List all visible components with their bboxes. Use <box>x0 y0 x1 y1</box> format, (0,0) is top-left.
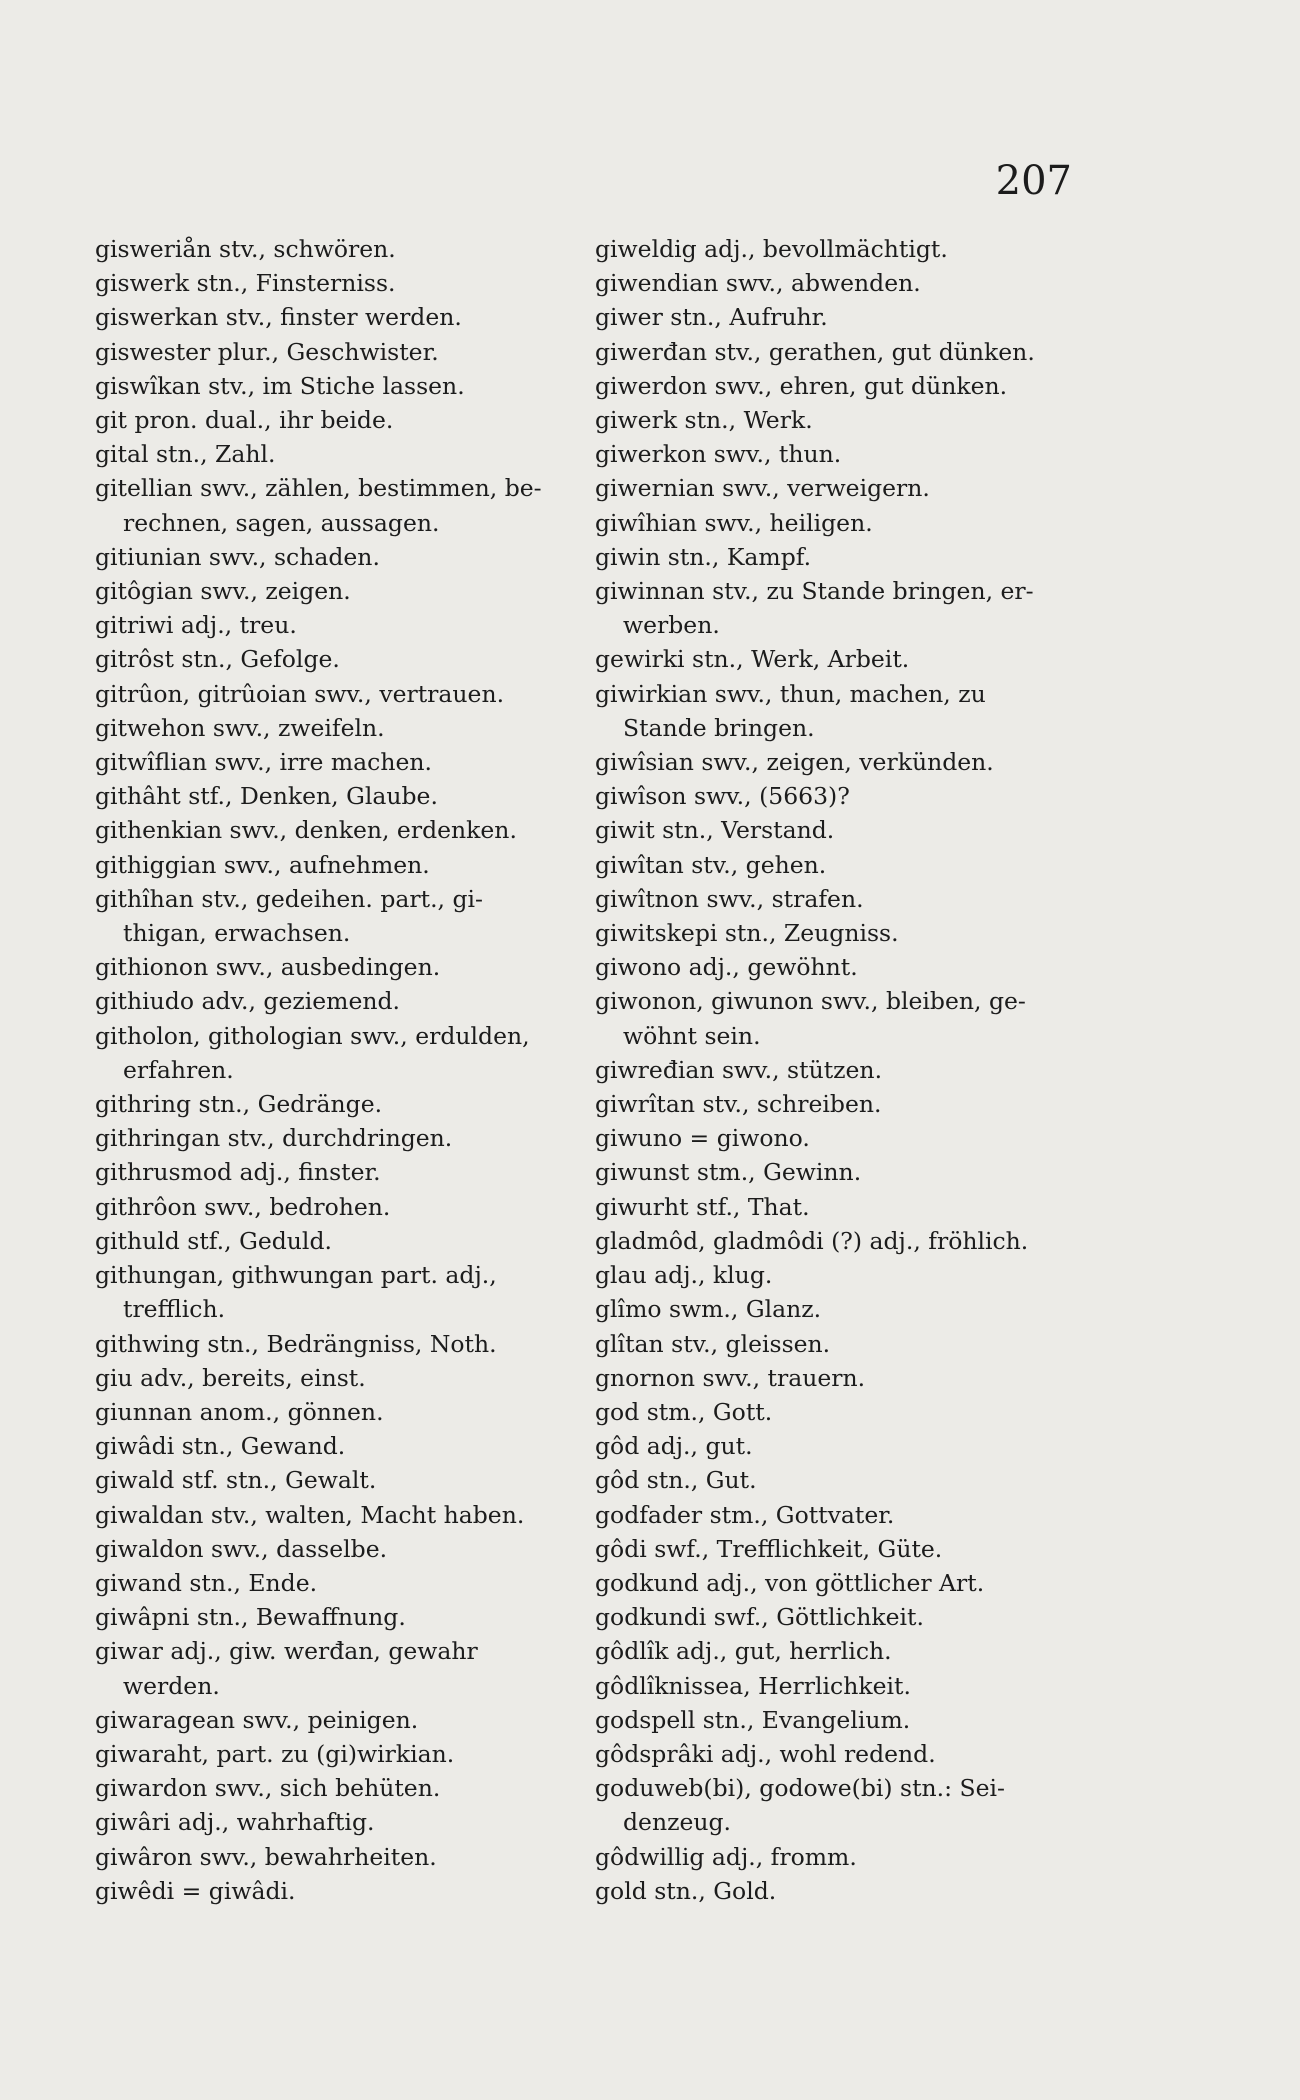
entry-line: gladmôd, gladmôdi (?) adj., fröhlich. <box>595 1226 1029 1255</box>
entry-line: gewirki stn., Werk, Arbeit. <box>595 645 910 674</box>
entry-line: giswîkan stv., im Stiche lassen. <box>95 371 465 400</box>
entry-continuation: erfahren. <box>123 1055 234 1084</box>
entry-line: giwerđan stv., gerathen, gut dünken. <box>595 337 1035 366</box>
entry-line: giwand stn., Ende. <box>95 1568 318 1597</box>
entry-continuation: thigan, erwachsen. <box>123 919 351 948</box>
entry-line: githrôon swv., bedrohen. <box>95 1192 391 1221</box>
entry-line: giwendian swv., abwenden. <box>595 269 921 298</box>
entry-line: giwaldan stv., walten, Macht haben. <box>95 1500 525 1529</box>
entry-line: giwitskepi stn., Zeugniss. <box>595 919 899 948</box>
entry-continuation: rechnen, sagen, aussagen. <box>123 508 440 537</box>
entry-line: giunnan anom., gönnen. <box>95 1397 384 1426</box>
entry-line: gôd stn., Gut. <box>595 1466 757 1495</box>
entry-line: gôdlîknissea, Herrlichkeit. <box>595 1671 911 1700</box>
entry-line: gisweriån stv., schwören. <box>95 235 396 263</box>
entry-line: gold stn., Gold. <box>595 1876 777 1905</box>
entry-line: gitrôst stn., Gefolge. <box>95 645 340 674</box>
entry-line: giwaldon swv., dasselbe. <box>95 1534 388 1563</box>
entry-line: gôdi swf., Trefflichkeit, Güte. <box>595 1534 943 1563</box>
entry-line: git pron. dual., ihr beide. <box>95 406 394 435</box>
entry-line: giwaraht, part. zu (gi)wirkian. <box>95 1739 455 1768</box>
entry-line: giwîsian swv., zeigen, verkünden. <box>595 748 994 777</box>
entry-line: giwerk stn., Werk. <box>595 406 813 435</box>
entry-line: gitôgian swv., zeigen. <box>95 577 351 606</box>
page-number: 207 <box>995 158 1072 204</box>
entry-line: god stm., Gott. <box>595 1397 773 1426</box>
entry-line: giwâdi stn., Gewand. <box>95 1432 346 1461</box>
entry-line: gitrûon, gitrûoian swv., vertrauen. <box>95 679 505 708</box>
entry-line: glau adj., klug. <box>595 1261 773 1290</box>
entry-line: githwing stn., Bedrängniss, Noth. <box>95 1329 497 1358</box>
entry-line: githiudo adv., geziemend. <box>95 987 400 1016</box>
entry-continuation: Stande bringen. <box>623 713 815 742</box>
entry-line: giwêdi = giwâdi. <box>95 1876 296 1905</box>
entry-line: gnornon swv., trauern. <box>595 1363 866 1392</box>
entry-line: gitriwi adj., treu. <box>95 611 297 640</box>
entry-line: githâht stf., Denken, Glaube. <box>95 782 438 811</box>
entry-line: gôdlîk adj., gut, herrlich. <box>595 1637 892 1666</box>
entry-line: giwardon swv., sich behüten. <box>95 1774 441 1803</box>
entry-line: githring stn., Gedränge. <box>95 1090 383 1119</box>
entry-line: gitwehon swv., zweifeln. <box>95 713 385 742</box>
entry-line: githuld stf., Geduld. <box>95 1226 332 1255</box>
entry-line: giwuno = giwono. <box>595 1124 810 1153</box>
entry-line: giwald stf. stn., Gewalt. <box>95 1466 377 1495</box>
entry-line: giwono adj., gewöhnt. <box>595 953 858 982</box>
left-column <box>95 232 565 1908</box>
entry-line: githolon, githologian swv., erdulden, <box>95 1021 530 1050</box>
entry-line: githrusmod adj., finster. <box>95 1158 381 1187</box>
entry-line: giwâron swv., bewahrheiten. <box>95 1842 437 1871</box>
entry-line: gitwîflian swv., irre machen. <box>95 748 432 777</box>
entry-line: godkund adj., von göttlicher Art. <box>595 1568 985 1597</box>
entry-line: giu adv., bereits, einst. <box>95 1363 366 1392</box>
entry-line: giwîhian swv., heiligen. <box>595 508 873 537</box>
entry-line: gôdsprâki adj., wohl redend. <box>595 1739 936 1768</box>
entry-line: glîtan stv., gleissen. <box>595 1329 831 1358</box>
entry-line: giwerkon swv., thun. <box>595 440 842 469</box>
entry-line: githringan stv., durchdringen. <box>95 1124 453 1153</box>
entry-line: giwit stn., Verstand. <box>595 816 835 845</box>
entry-line: gital stn., Zahl. <box>95 440 276 469</box>
entry-continuation: wöhnt sein. <box>623 1021 761 1050</box>
entry-line: githionon swv., ausbedingen. <box>95 953 441 982</box>
entry-line: gôdwillig adj., fromm. <box>595 1842 857 1871</box>
entry-line: githungan, githwungan part. adj., <box>95 1261 497 1290</box>
entry-line: giwernian swv., verweigern. <box>595 474 930 503</box>
entry-line: giwar adj., giw. werđan, gewahr <box>95 1637 478 1666</box>
entry-line: giwinnan stv., zu Stande bringen, er- <box>595 577 1034 606</box>
entry-line: giwîtan stv., gehen. <box>595 850 827 879</box>
entry-line: gitiunian swv., schaden. <box>95 542 380 571</box>
entry-line: giwer stn., Aufruhr. <box>595 303 828 332</box>
entry-line: godspell stn., Evangelium. <box>595 1705 911 1734</box>
entry-line: goduweb(bi), godowe(bi) stn.: Sei- <box>595 1774 1005 1803</box>
entry-line: giwunst stm., Gewinn. <box>595 1158 862 1187</box>
entry-line: gitellian swv., zählen, bestimmen, be- <box>95 474 542 503</box>
entry-line: giwîtnon swv., strafen. <box>595 884 864 913</box>
entry-line: giwerdon swv., ehren, gut dünken. <box>595 371 1008 400</box>
entry-line: giwaragean swv., peinigen. <box>95 1705 419 1734</box>
entry-line: githîhan stv., gedeihen. part., gi- <box>95 884 483 913</box>
entry-line: godkundi swf., Göttlichkeit. <box>595 1603 924 1632</box>
entry-continuation: werben. <box>623 611 720 640</box>
entry-line: giwin stn., Kampf. <box>595 542 812 571</box>
entry-line: giswerkan stv., finster werden. <box>95 303 462 332</box>
entry-line: giwîson swv., (5663)? <box>595 782 850 811</box>
entry-line: gôd adj., gut. <box>595 1432 753 1461</box>
entry-line: githiggian swv., aufnehmen. <box>95 850 430 879</box>
entry-line: giwirkian swv., thun, machen, zu <box>595 679 986 708</box>
entry-line: giwâpni stn., Bewaffnung. <box>95 1603 406 1632</box>
right-column <box>595 232 1080 1908</box>
entry-line: giwâri adj., wahrhaftig. <box>95 1808 375 1837</box>
entry-line: glîmo swm., Glanz. <box>595 1295 822 1324</box>
entry-line: giweldig adj., bevollmächtigt. <box>595 235 948 263</box>
entry-line: giwrîtan stv., schreiben. <box>595 1090 882 1119</box>
entry-continuation: denzeug. <box>623 1808 732 1837</box>
entry-line: giwonon, giwunon swv., bleiben, ge- <box>595 987 1026 1016</box>
entry-continuation: werden. <box>123 1671 220 1700</box>
entry-continuation: trefflich. <box>123 1295 226 1324</box>
entry-line: giwurht stf., That. <box>595 1192 810 1221</box>
entry-line: giswester plur., Geschwister. <box>95 337 439 366</box>
entry-line: godfader stm., Gottvater. <box>595 1500 895 1529</box>
entry-line: giswerk stn., Finsterniss. <box>95 269 396 298</box>
entry-line: githenkian swv., denken, erdenken. <box>95 816 517 845</box>
entry-line: giwređian swv., stützen. <box>595 1055 883 1084</box>
